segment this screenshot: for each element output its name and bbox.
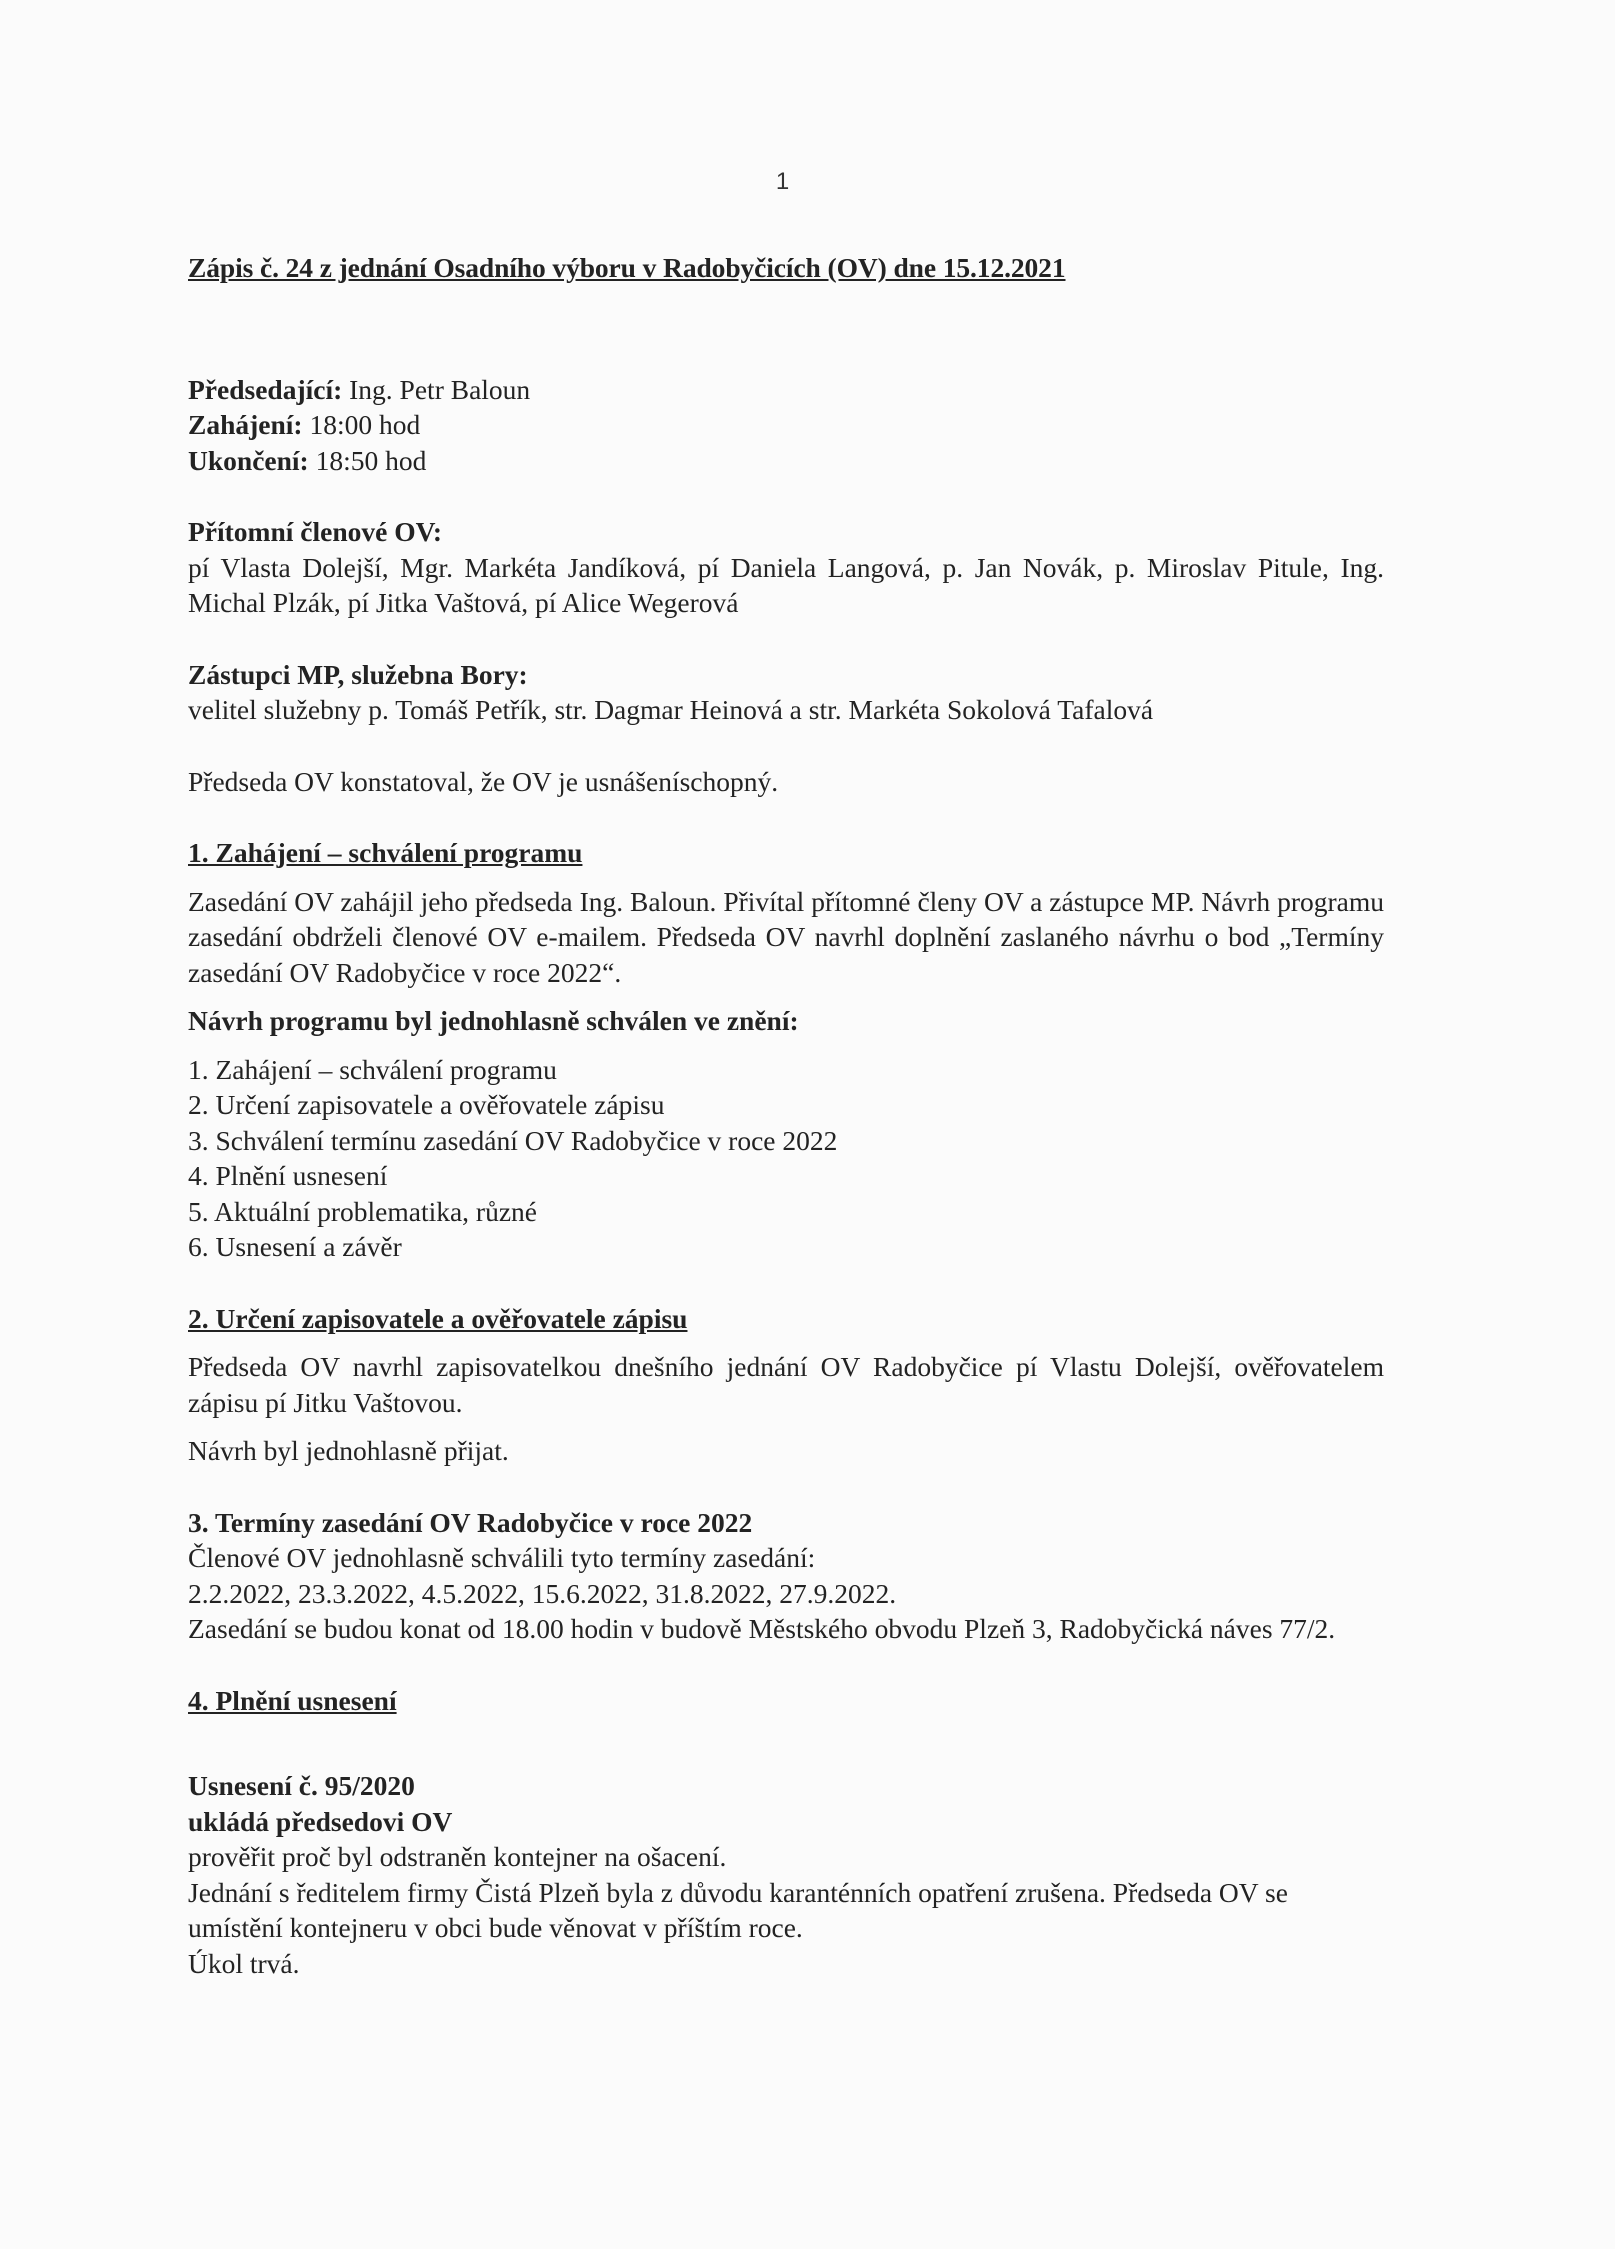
police-heading: Zástupci MP, služebna Bory: — [188, 658, 528, 690]
page-number: 1 — [775, 168, 790, 195]
meeting-info — [188, 372, 1384, 479]
section-3 — [188, 1505, 1384, 1647]
section-3-heading: 3. Termíny zasedání OV Radobyčice v roce 2022 — [188, 1506, 753, 1538]
start-line — [188, 407, 1384, 443]
program-item: 6. Usnesení a závěr — [188, 1231, 402, 1262]
section-1-text: Zasedání OV zahájil jeho předseda Ing. Baloun. Přivítal přítomné členy OV a zástupce MP. Návrh programu zasedání obdrželi členové OV e-mailem. Předseda OV navrhl doplnění zaslaného návrhu o bod „Termíny zasedání OV Radobyčice v roce 2022“. — [188, 885, 1384, 988]
section-1 — [188, 835, 1384, 1265]
section-1-heading: 1. Zahájení – schválení programu — [188, 837, 583, 868]
section-2-text: Předseda OV navrhl zapisovatelkou dnešního jednání OV Radobyčice pí Vlastu Dolejší, ověřovatelem zápisu pí Jitku Vaštovou. — [188, 1351, 1384, 1418]
end-line — [188, 443, 1384, 479]
resolution-subject: ukládá předsedovi OV — [188, 1805, 453, 1837]
document-body — [188, 250, 1384, 1981]
members-block — [188, 514, 1384, 621]
chair-value: Ing. Petr Baloun — [342, 373, 531, 405]
members-text: pí Vlasta Dolejší, Mgr. Markéta Jandíková, pí Daniela Langová, p. Jan Novák, p. Miroslav Pitule, Ing. Michal Plzák, pí Jitka Vaštová, pí Alice Wegerová — [188, 551, 1384, 618]
section-3-line1: Členové OV jednohlasně schválili tyto termíny zasedání: — [188, 1542, 816, 1573]
members-heading: Přítomní členové OV: — [188, 516, 443, 547]
program-item: 1. Zahájení – schválení programu — [188, 1053, 557, 1085]
section-4 — [188, 1683, 1384, 1982]
section-1-approved: Návrh programu byl jednohlasně schválen ve znění: — [188, 1005, 799, 1036]
program-item: 5. Aktuální problematika, různé — [188, 1195, 538, 1227]
start-value: 18:00 hod — [302, 409, 421, 440]
chair-line — [188, 372, 1384, 408]
program-item: 2. Určení zapisovatele a ověřovatele zápisu — [188, 1089, 665, 1120]
section-3-dates: 2.2.2022, 23.3.2022, 4.5.2022, 15.6.2022, 31.8.2022, 27.9.2022. — [188, 1577, 897, 1609]
document-title: Zápis č. 24 z jednání Osadního výboru v Radobyčicích (OV) dne 15.12.2021 — [188, 252, 1066, 283]
program-list — [188, 1052, 1384, 1265]
program-item: 3. Schválení termínu zasedání OV Radobyčice v roce 2022 — [188, 1124, 838, 1156]
end-label: Ukončení: — [188, 444, 309, 476]
section-2-result: Návrh byl jednohlasně přijat. — [188, 1435, 509, 1466]
program-item: 4. Plnění usnesení — [188, 1160, 388, 1191]
section-4-heading: 4. Plnění usnesení — [188, 1684, 397, 1716]
resolution-task: prověřit proč byl odstraněn kontejner na ošacení. — [188, 1841, 727, 1872]
resolution-id: Usnesení č. 95/2020 — [188, 1770, 415, 1801]
quorum-statement: Předseda OV konstatoval, že OV je usnášeníschopný. — [188, 765, 779, 797]
resolution-status: Úkol trvá. — [188, 1947, 300, 1979]
police-block — [188, 657, 1384, 728]
start-label: Zahájení: — [188, 409, 303, 440]
section-2 — [188, 1301, 1384, 1469]
police-text: velitel služebny p. Tomáš Petřík, str. Dagmar Heinová a str. Markéta Sokolová Tafalová — [188, 694, 1154, 725]
section-3-venue: Zasedání se budou konat od 18.00 hodin v budově Městského obvodu Plzeň 3, Radobyčická náves 77/2. — [188, 1613, 1336, 1644]
end-value: 18:50 hod — [308, 444, 427, 476]
section-2-heading: 2. Určení zapisovatele a ověřovatele zápisu — [188, 1302, 688, 1334]
resolution-note: Jednání s ředitelem firmy Čistá Plzeň byla z důvodu karanténních opatření zrušena. Předseda OV se umístění kontejneru v obci bude věnovat v příštím roce. — [188, 1876, 1288, 1943]
chair-label: Předsedající: — [188, 373, 343, 405]
